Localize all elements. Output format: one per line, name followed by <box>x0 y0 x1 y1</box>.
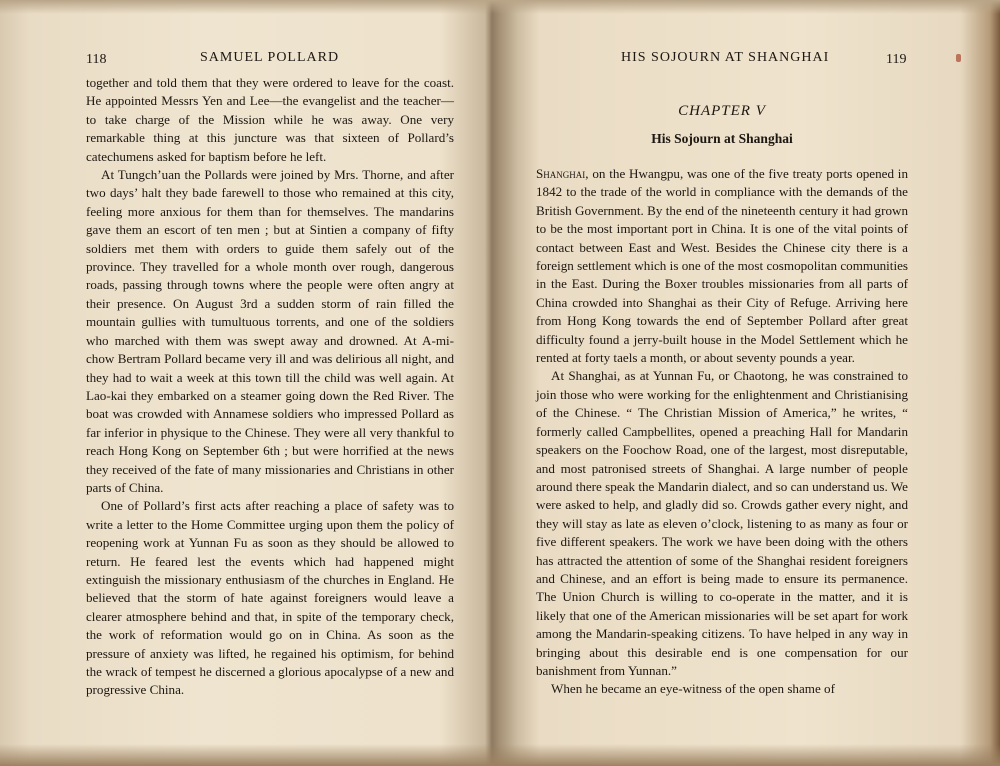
paragraph: At Shanghai, as at Yunnan Fu, or Chaotong, he was constrained to join those who were working for the enlightenment and Christianising of the Chinese. “ The Christian Mission of America,” he writes, “ formerly called Campbellites, opened a preaching Hall for Mandarin speakers on the Foochow Road, one of the largest, most disreputable, and most patronised streets of Shanghai. A large number of people around there speak the Mandarin dialect, and so can understand us. We were asked to help, and gladly did so. Crowds gather every night, and they will stay as late as eleven o’clock, listening to as many as four or five different speakers. The work we have been doing with the others has attracted the attention of some of the Shanghai resident foreigners and Chinese, and an effort is being made to ensure its permanence. The Union Church is willing to co-operate in the matter, and it is likely that one of the American missionaries will be set apart for work among the Mandarin-speaking citizens. To have helped in any way in bringing about this desirable end is one compensation for our banishment from Yunnan.” <box>536 368 908 678</box>
opening-paragraph <box>536 165 908 367</box>
right-page <box>510 0 1000 766</box>
left-running-head: SAMUEL POLLARD <box>200 50 340 65</box>
paragraph: When he became an eye-witness of the open shame of <box>551 681 835 697</box>
left-page-number: 118 <box>86 52 107 67</box>
paragraph: One of Pollard’s first acts after reaching a place of safety was to write a letter to the Home Committee urging upon them the policy of reopening work at Yunnan Fu as soon as they should be allowed to return. He feared lest the events which had happened might extinguish the missionary enthusiasm of the churches in England. He believed that the storm of hate against foreigners would leave a clearer atmosphere behind and that, in spite of the temporary check, the work of reformation would go on in China. As soon as the pressure of anxiety was lifted, he regained his optimism, for behind the wrack of tempest he discerned a glorious apocalypse of a new and progressive China. <box>86 498 454 698</box>
chapter-title: His Sojourn at Shanghai <box>651 131 793 146</box>
paragraph: together and told them that they were ordered to leave for the coast. He appointed Messrs Yen and Lee—the evangelist and the teacher—to take charge of the Mission while he was away. One very remarkable thing at this juncture was that sixteen of Pollard’s catechumens asked for baptism before he left. <box>86 75 454 164</box>
right-page-number: 119 <box>886 52 907 67</box>
chapter-label: CHAPTER V <box>678 103 766 119</box>
left-page-body <box>86 74 454 700</box>
right-page-body <box>536 165 908 699</box>
opening-word: Shanghai <box>536 166 586 181</box>
right-running-head: HIS SOJOURN AT SHANGHAI <box>621 50 830 65</box>
opening-paragraph-text: , on the Hwangpu, was one of the five treaty ports opened in 1842 to the trade of the world in compliance with the demands of the British Government. By the end of the nineteenth century it had grown to be the most important port in China. It is one of the vital points of contact between East and West. Besides the Chinese city there is a foreign settlement which is one of the most cosmopolitan communities in the East. During the Boxer troubles missionaries from all parts of China crowded into Shanghai as their City of Refuge. Arriving here from Hong Kong towards the end of September Pollard after great difficulty found a jerry-built house in the Model Settlement which he rented at forty taels a month, or about seventy pounds a year. <box>536 166 908 366</box>
left-page <box>0 0 490 766</box>
paragraph: At Tungch’uan the Pollards were joined by Mrs. Thorne, and after two days’ halt they bade farewell to those who remained at this city, feeling more anxious for them than for themselves. The mandarins gave them an escort of ten men ; but at Sintien a company of fifty soldiers met them with orders to guide them safely out of the province. They travelled for a whole month over rough, dangerous roads, passing through towns where the people were often angry at their presence. On August 3rd a sudden storm of rain filled the mountain gullies with tumultuous torrents, and one of the soldiers who marched with them was swept away and drowned. At A-mi-chow Bertram Pollard became very ill and was delirious all night, and they had to wait a week at this town till the child was well again. At Lao-kai they embarked on a steamer going down the Red River. The boat was crowded with Annamese soldiers who impressed Pollard as far inferior in physique to the Chinese. They were all very thankful to reach Hong Kong on September 6th ; but were horrified at the news they received of the fate of many missionaries and Christians in other parts of China. <box>86 167 454 495</box>
